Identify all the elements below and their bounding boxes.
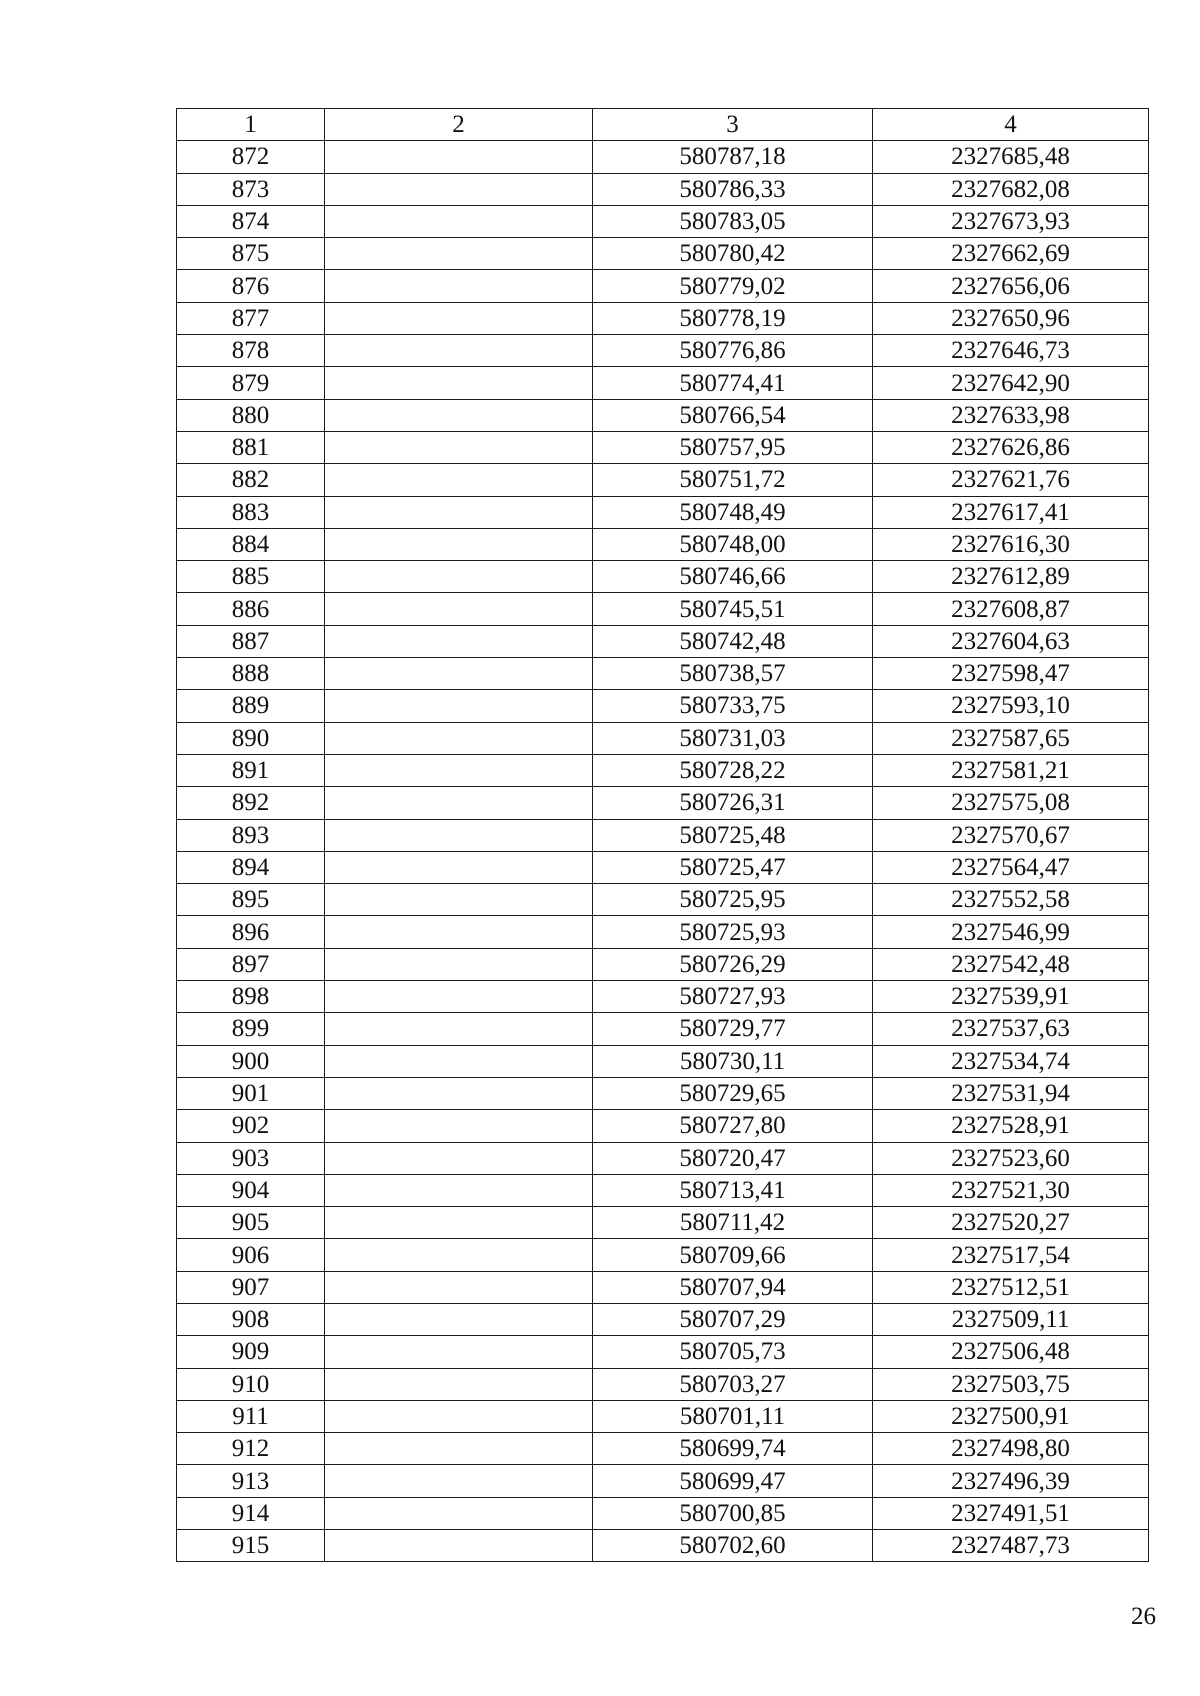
empty-cell [325,238,593,270]
empty-cell [325,1336,593,1368]
point-number-cell: 902 [177,1110,325,1142]
x-coordinate-cell: 580730,11 [593,1045,873,1077]
empty-cell [325,1110,593,1142]
empty-cell [325,658,593,690]
y-coordinate-cell: 2327575,08 [873,787,1149,819]
empty-cell [325,1530,593,1562]
point-number-cell: 883 [177,496,325,528]
empty-cell [325,625,593,657]
y-coordinate-cell: 2327633,98 [873,399,1149,431]
table-header [177,109,1149,141]
table-row [177,754,1149,786]
y-coordinate-cell: 2327642,90 [873,367,1149,399]
point-number-cell: 915 [177,1530,325,1562]
point-number-cell: 913 [177,1465,325,1497]
y-coordinate-cell: 2327528,91 [873,1110,1149,1142]
x-coordinate-cell: 580786,33 [593,173,873,205]
point-number-cell: 908 [177,1303,325,1335]
x-coordinate-cell: 580780,42 [593,238,873,270]
y-coordinate-cell: 2327523,60 [873,1142,1149,1174]
empty-cell [325,690,593,722]
point-number-cell: 892 [177,787,325,819]
point-number-cell: 907 [177,1271,325,1303]
point-number-cell: 900 [177,1045,325,1077]
table-row [177,431,1149,463]
y-coordinate-cell: 2327500,91 [873,1400,1149,1432]
point-number-cell: 904 [177,1174,325,1206]
table-row [177,658,1149,690]
empty-cell [325,1142,593,1174]
empty-cell [325,1400,593,1432]
table-row [177,884,1149,916]
x-coordinate-cell: 580748,49 [593,496,873,528]
point-number-cell: 872 [177,141,325,173]
table-row [177,173,1149,205]
empty-cell [325,851,593,883]
point-number-cell: 881 [177,431,325,463]
header-cell-4: 4 [873,109,1149,141]
point-number-cell: 910 [177,1368,325,1400]
y-coordinate-cell: 2327542,48 [873,948,1149,980]
y-coordinate-cell: 2327503,75 [873,1368,1149,1400]
y-coordinate-cell: 2327673,93 [873,205,1149,237]
x-coordinate-cell: 580751,72 [593,464,873,496]
table-row [177,787,1149,819]
x-coordinate-cell: 580728,22 [593,754,873,786]
y-coordinate-cell: 2327656,06 [873,270,1149,302]
y-coordinate-cell: 2327587,65 [873,722,1149,754]
x-coordinate-cell: 580707,94 [593,1271,873,1303]
point-number-cell: 896 [177,916,325,948]
y-coordinate-cell: 2327517,54 [873,1239,1149,1271]
table-row [177,1174,1149,1206]
point-number-cell: 903 [177,1142,325,1174]
empty-cell [325,1465,593,1497]
x-coordinate-cell: 580783,05 [593,205,873,237]
empty-cell [325,431,593,463]
y-coordinate-cell: 2327608,87 [873,593,1149,625]
table-row [177,722,1149,754]
point-number-cell: 875 [177,238,325,270]
point-number-cell: 878 [177,335,325,367]
empty-cell [325,1077,593,1109]
table-row [177,593,1149,625]
y-coordinate-cell: 2327662,69 [873,238,1149,270]
empty-cell [325,1303,593,1335]
x-coordinate-cell: 580725,95 [593,884,873,916]
table-row [177,819,1149,851]
x-coordinate-cell: 580720,47 [593,1142,873,1174]
table-row [177,528,1149,560]
point-number-cell: 911 [177,1400,325,1432]
x-coordinate-cell: 580709,66 [593,1239,873,1271]
y-coordinate-cell: 2327534,74 [873,1045,1149,1077]
table-row [177,205,1149,237]
table-row [177,1271,1149,1303]
table-row [177,1530,1149,1562]
table-row [177,981,1149,1013]
empty-cell [325,1497,593,1529]
x-coordinate-cell: 580711,42 [593,1207,873,1239]
x-coordinate-cell: 580779,02 [593,270,873,302]
x-coordinate-cell: 580733,75 [593,690,873,722]
x-coordinate-cell: 580701,11 [593,1400,873,1432]
empty-cell [325,1271,593,1303]
empty-cell [325,205,593,237]
x-coordinate-cell: 580745,51 [593,593,873,625]
y-coordinate-cell: 2327552,58 [873,884,1149,916]
table-row [177,851,1149,883]
table-row [177,625,1149,657]
header-row [177,109,1149,141]
table-row [177,238,1149,270]
y-coordinate-cell: 2327531,94 [873,1077,1149,1109]
x-coordinate-cell: 580757,95 [593,431,873,463]
x-coordinate-cell: 580778,19 [593,302,873,334]
table-row [177,367,1149,399]
empty-cell [325,916,593,948]
x-coordinate-cell: 580787,18 [593,141,873,173]
point-number-cell: 898 [177,981,325,1013]
x-coordinate-cell: 580705,73 [593,1336,873,1368]
table-row [177,1303,1149,1335]
point-number-cell: 887 [177,625,325,657]
table-row [177,270,1149,302]
x-coordinate-cell: 580729,77 [593,1013,873,1045]
empty-cell [325,593,593,625]
table-row [177,496,1149,528]
table-row [177,1013,1149,1045]
table-row [177,1239,1149,1271]
table-row [177,1207,1149,1239]
empty-cell [325,464,593,496]
y-coordinate-cell: 2327682,08 [873,173,1149,205]
x-coordinate-cell: 580742,48 [593,625,873,657]
empty-cell [325,819,593,851]
x-coordinate-cell: 580699,74 [593,1433,873,1465]
x-coordinate-cell: 580727,80 [593,1110,873,1142]
y-coordinate-cell: 2327521,30 [873,1174,1149,1206]
x-coordinate-cell: 580713,41 [593,1174,873,1206]
point-number-cell: 885 [177,561,325,593]
y-coordinate-cell: 2327498,80 [873,1433,1149,1465]
empty-cell [325,754,593,786]
empty-cell [325,141,593,173]
empty-cell [325,981,593,1013]
point-number-cell: 879 [177,367,325,399]
y-coordinate-cell: 2327650,96 [873,302,1149,334]
table-row [177,1336,1149,1368]
point-number-cell: 882 [177,464,325,496]
point-number-cell: 874 [177,205,325,237]
point-number-cell: 899 [177,1013,325,1045]
empty-cell [325,1239,593,1271]
table-row [177,948,1149,980]
x-coordinate-cell: 580731,03 [593,722,873,754]
point-number-cell: 890 [177,722,325,754]
x-coordinate-cell: 580774,41 [593,367,873,399]
empty-cell [325,1433,593,1465]
x-coordinate-cell: 580746,66 [593,561,873,593]
empty-cell [325,884,593,916]
x-coordinate-cell: 580725,47 [593,851,873,883]
empty-cell [325,1207,593,1239]
table-row [177,399,1149,431]
empty-cell [325,722,593,754]
point-number-cell: 873 [177,173,325,205]
y-coordinate-cell: 2327487,73 [873,1530,1149,1562]
x-coordinate-cell: 580725,93 [593,916,873,948]
point-number-cell: 905 [177,1207,325,1239]
y-coordinate-cell: 2327537,63 [873,1013,1149,1045]
point-number-cell: 912 [177,1433,325,1465]
empty-cell [325,302,593,334]
header-cell-3: 3 [593,109,873,141]
empty-cell [325,1174,593,1206]
empty-cell [325,1045,593,1077]
x-coordinate-cell: 580726,31 [593,787,873,819]
page-number: 26 [1131,1603,1156,1630]
y-coordinate-cell: 2327593,10 [873,690,1149,722]
point-number-cell: 889 [177,690,325,722]
header-cell-2: 2 [325,109,593,141]
x-coordinate-cell: 580700,85 [593,1497,873,1529]
point-number-cell: 909 [177,1336,325,1368]
y-coordinate-cell: 2327626,86 [873,431,1149,463]
y-coordinate-cell: 2327570,67 [873,819,1149,851]
empty-cell [325,173,593,205]
empty-cell [325,528,593,560]
empty-cell [325,496,593,528]
table-row [177,1142,1149,1174]
y-coordinate-cell: 2327506,48 [873,1336,1149,1368]
table-row [177,1400,1149,1432]
empty-cell [325,1013,593,1045]
point-number-cell: 897 [177,948,325,980]
y-coordinate-cell: 2327546,99 [873,916,1149,948]
y-coordinate-cell: 2327621,76 [873,464,1149,496]
y-coordinate-cell: 2327685,48 [873,141,1149,173]
y-coordinate-cell: 2327564,47 [873,851,1149,883]
point-number-cell: 901 [177,1077,325,1109]
table-row [177,335,1149,367]
point-number-cell: 906 [177,1239,325,1271]
y-coordinate-cell: 2327612,89 [873,561,1149,593]
point-number-cell: 888 [177,658,325,690]
empty-cell [325,561,593,593]
point-number-cell: 876 [177,270,325,302]
y-coordinate-cell: 2327617,41 [873,496,1149,528]
table-row [177,690,1149,722]
point-number-cell: 886 [177,593,325,625]
x-coordinate-cell: 580729,65 [593,1077,873,1109]
empty-cell [325,367,593,399]
table-row [177,1110,1149,1142]
x-coordinate-cell: 580738,57 [593,658,873,690]
header-cell-1: 1 [177,109,325,141]
x-coordinate-cell: 580703,27 [593,1368,873,1400]
table-row [177,1045,1149,1077]
empty-cell [325,399,593,431]
x-coordinate-cell: 580702,60 [593,1530,873,1562]
table-row [177,141,1149,173]
empty-cell [325,335,593,367]
x-coordinate-cell: 580727,93 [593,981,873,1013]
x-coordinate-cell: 580699,47 [593,1465,873,1497]
empty-cell [325,787,593,819]
x-coordinate-cell: 580725,48 [593,819,873,851]
y-coordinate-cell: 2327581,21 [873,754,1149,786]
y-coordinate-cell: 2327496,39 [873,1465,1149,1497]
point-number-cell: 893 [177,819,325,851]
table-body [177,141,1149,1562]
y-coordinate-cell: 2327512,51 [873,1271,1149,1303]
x-coordinate-cell: 580776,86 [593,335,873,367]
x-coordinate-cell: 580748,00 [593,528,873,560]
x-coordinate-cell: 580726,29 [593,948,873,980]
table-row [177,1368,1149,1400]
table-row [177,1077,1149,1109]
table-row [177,302,1149,334]
table-row [177,1433,1149,1465]
point-number-cell: 880 [177,399,325,431]
empty-cell [325,948,593,980]
y-coordinate-cell: 2327491,51 [873,1497,1149,1529]
y-coordinate-cell: 2327646,73 [873,335,1149,367]
table-row [177,561,1149,593]
y-coordinate-cell: 2327539,91 [873,981,1149,1013]
empty-cell [325,1368,593,1400]
empty-cell [325,270,593,302]
y-coordinate-cell: 2327509,11 [873,1303,1149,1335]
point-number-cell: 891 [177,754,325,786]
point-number-cell: 894 [177,851,325,883]
coordinates-table [176,108,1149,1562]
table-row [177,1465,1149,1497]
x-coordinate-cell: 580766,54 [593,399,873,431]
y-coordinate-cell: 2327598,47 [873,658,1149,690]
y-coordinate-cell: 2327616,30 [873,528,1149,560]
point-number-cell: 914 [177,1497,325,1529]
point-number-cell: 877 [177,302,325,334]
table-row [177,464,1149,496]
y-coordinate-cell: 2327520,27 [873,1207,1149,1239]
table-row [177,916,1149,948]
point-number-cell: 884 [177,528,325,560]
y-coordinate-cell: 2327604,63 [873,625,1149,657]
table-row [177,1497,1149,1529]
x-coordinate-cell: 580707,29 [593,1303,873,1335]
point-number-cell: 895 [177,884,325,916]
